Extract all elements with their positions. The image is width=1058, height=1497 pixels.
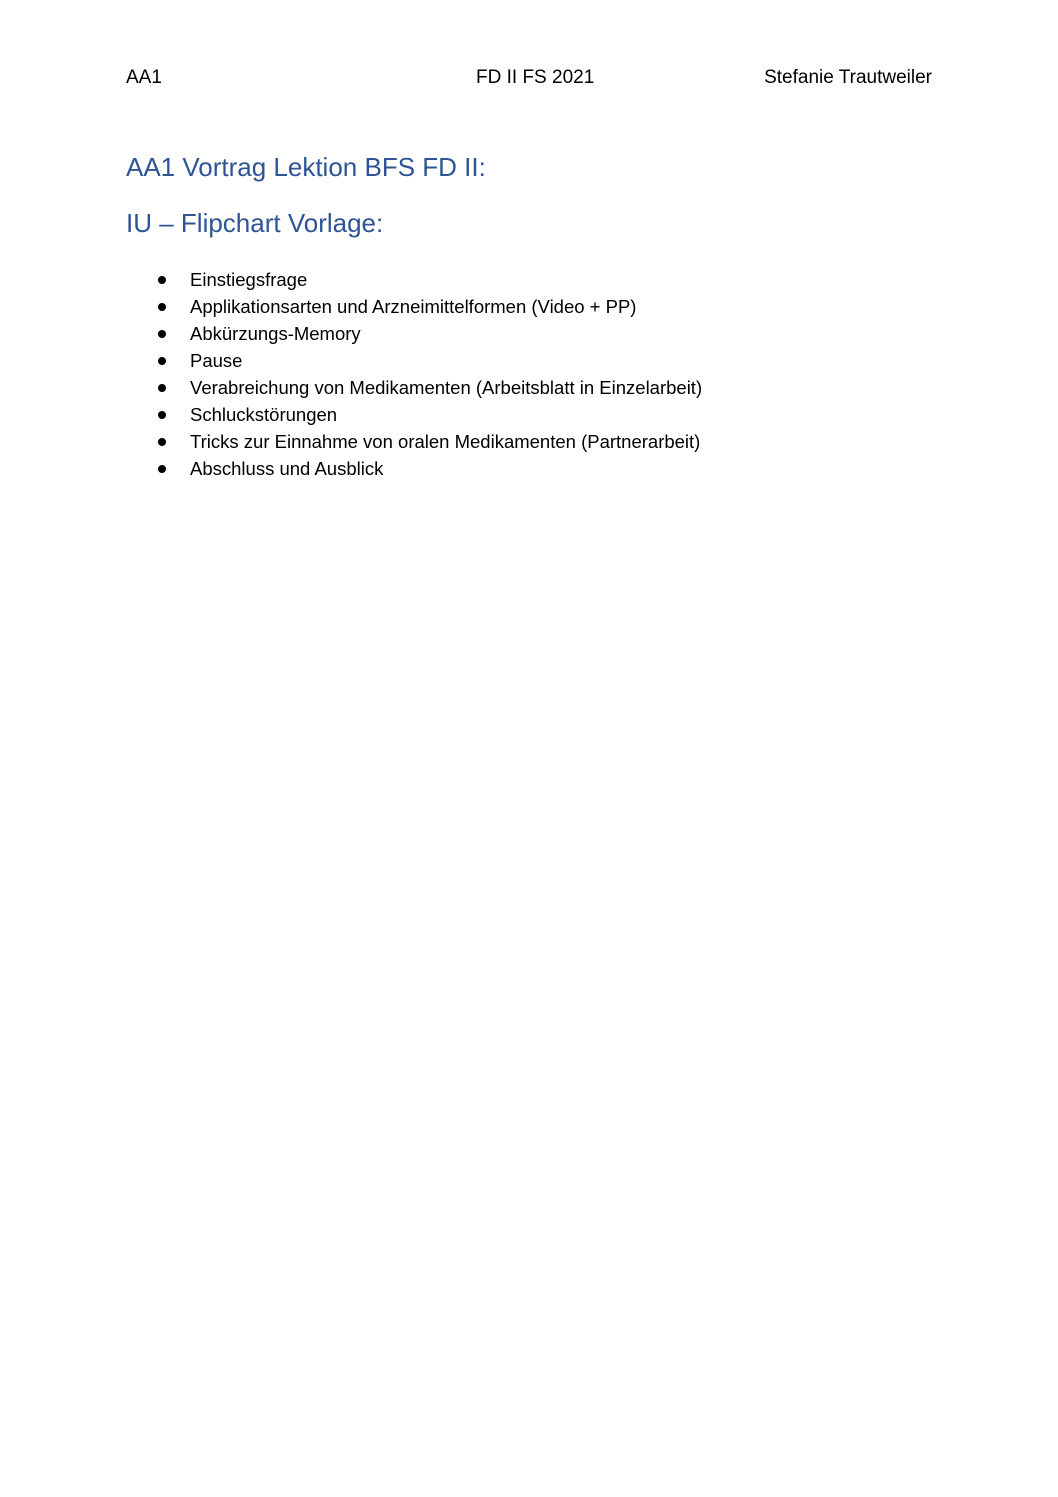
bullet-icon — [158, 330, 166, 338]
document-title: AA1 Vortrag Lektion BFS FD II: — [126, 152, 486, 182]
header-author: Stefanie Trautweiler — [764, 67, 932, 88]
agenda-item-label: Verabreichung von Medikamenten (Arbeitsblatt in Einzelarbeit) — [190, 377, 703, 398]
agenda-item — [126, 293, 702, 320]
bullet-icon — [158, 303, 166, 311]
agenda-item-label: Einstiegsfrage — [190, 269, 308, 290]
bullet-icon — [158, 411, 166, 419]
bullet-icon — [158, 438, 166, 446]
agenda-item-label: Applikationsarten und Arzneimittelformen (Video + PP) — [190, 296, 637, 317]
agenda-item — [126, 347, 702, 374]
agenda-item — [126, 374, 702, 401]
header-course-code: AA1 — [126, 67, 162, 88]
agenda-item — [126, 455, 702, 482]
agenda-list — [126, 266, 702, 482]
agenda-item — [126, 401, 702, 428]
agenda-item-label: Tricks zur Einnahme von oralen Medikamenten (Partnerarbeit) — [190, 431, 701, 452]
document-subtitle: IU – Flipchart Vorlage: — [126, 208, 384, 238]
agenda-item-label: Abkürzungs-Memory — [190, 323, 361, 344]
agenda-item — [126, 428, 702, 455]
bullet-icon — [158, 276, 166, 284]
agenda-item — [126, 320, 702, 347]
bullet-icon — [158, 357, 166, 365]
page-header — [126, 64, 932, 92]
bullet-icon — [158, 465, 166, 473]
bullet-icon — [158, 384, 166, 392]
agenda-item-label: Schluckstörungen — [190, 404, 338, 425]
agenda-item — [126, 266, 702, 293]
header-semester: FD II FS 2021 — [476, 67, 595, 88]
agenda-item-label: Abschluss und Ausblick — [190, 458, 384, 479]
agenda-item-label: Pause — [190, 350, 243, 371]
